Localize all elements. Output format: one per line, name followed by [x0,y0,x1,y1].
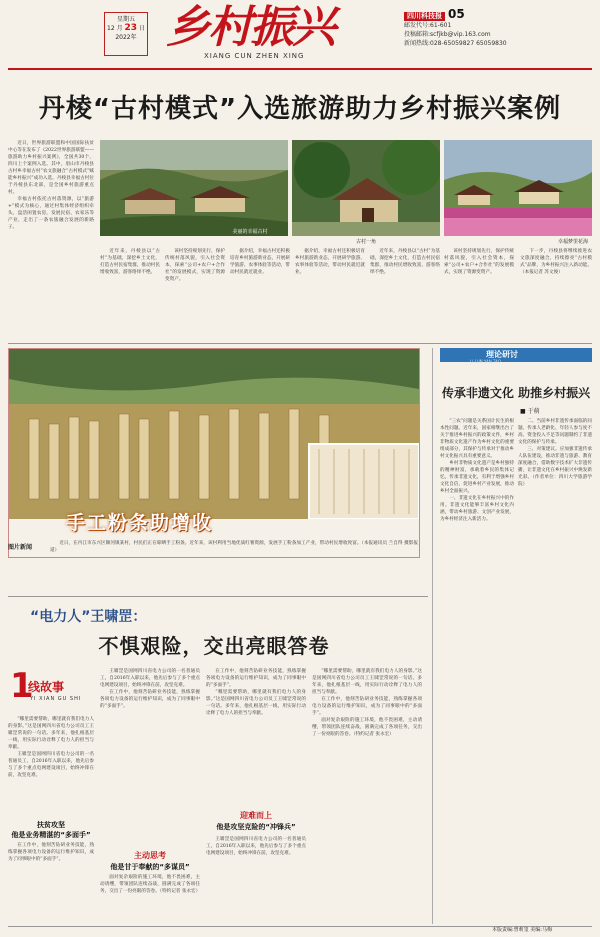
masthead [8,4,592,66]
theory-section-label: 理论研讨 [486,350,518,359]
story2-title: 不惧艰险，交出亮眼答卷 [98,634,330,658]
column-logo-number: 1 [10,666,34,706]
date-year: 2022年 [115,34,137,41]
date-month: 12 [107,25,115,32]
story2-column-1b: 在工作中，他刻苦钻研业务技能，熟练掌握各项电力设备的运行维护知识，成为了同事眼中的“多面手”。 [8,843,94,862]
article-column-3: 据介绍，幸福古村还积极培育乡村旅游新业态，开展研学旅游、农事体验等活动，带动村民就近就业。 [230,249,290,275]
section-divider-2 [8,596,428,597]
paper-logo: 四川科技报 [404,12,445,21]
column-rule [432,348,433,924]
paper-info [404,7,507,48]
article-column-5: 近年来，丹棱县以“古村”为基础，深挖乡土文化，打造古村民宿集群，推动村民增收致富，游客络绎不绝。 [370,249,440,275]
story2-column-3b: 王啸罡是国网四川省电力公司的一名普通员工，自2016年入职以来，他先后参与了多个重点电网建设项目，始终冲锋在前，攻坚克难。 [206,837,306,856]
lead-paragraph-2: 幸福古村依托古村落资源，以“旅游+”模式为核心，通过村集体经济组织牵头，盘活闲置农房，发展民宿、农家乐等产业，走出了一条农旅融合发展的新路子。 [8,197,94,230]
article-column-7: 下一步，丹棱县将继续推进农文旅深度融合，持续擦亮“古村模式”品牌，为乡村振兴注入新动能。（本报记者 苏文俊） [520,249,592,275]
page-editor-credit: 本版责编:曾莉玺 美编:马梅 [492,927,552,933]
picture-news-tag: 图片新闻 [8,544,33,551]
photo-1-caption: 美丽的幸福古村 [232,229,268,235]
column-logo-text: 线故事 [28,680,65,694]
story2-column-2b: 面对复杂艰险的施工环境，他不畏困难，主动请缨，带领团队连续奋战，圆满完成了各项任务，交出了一份亮眼的答卷。（特约记者 张永宏） [100,875,200,894]
section-divider-1 [8,343,592,344]
lead-article-text [8,140,94,340]
theory-column-2: 二、当前乡村非遗传承面临的问题。传承人老龄化、年轻人参与度不高、资金投入不足等问题制约了非遗文化的保护与传承。 三、对策建议。应加强非遗传承人队伍建设，推动非遗与旅游、教育深度融合，借助数字技术扩大非遗传播，让非遗文化在乡村振兴中焕发新光彩。（作者单位：四川大学旅游学院） [518,419,592,487]
theory-column-1: “三农”问题是关系国计民生的根本性问题。近年来，国家相继出台了关于推进乡村振兴的政策文件，乡村非物质文化遗产作为乡村文化的重要组成部分，其保护与传承对于推动乡村文化振兴具有重要意义。 乡村非物质文化遗产是乡村独特的精神财富，承载着乡民的集体记忆。传承非遗文化，有利于增强乡村文化自信，促进乡村产业发展，推动乡村全面振兴。 一、非遗文化在乡村振兴中的作用。非遗文化能够丰富乡村文化内涵，带动乡村旅游、文创产业发展，为乡村经济注入新活力。 [440,419,514,522]
column-logo [10,668,90,712]
theory-author: ■ 于萌 [520,408,540,415]
column-logo-pinyin: YI XIAN GU SHI [30,696,82,702]
feature-title: 手工粉条助增收 [66,512,214,534]
story2-subhead-1a: 扶贫攻坚 [37,821,65,829]
date-day: 23 [124,23,138,33]
village-photo-2 [292,140,440,236]
submission-email: 投稿邮箱:scfjkb@vip.163.com [404,31,491,38]
theory-section-pinyin: LI LUN YAN TAO [470,359,501,364]
story2-column-2: 王啸罡是国网四川省电力公司的一名普通员工，自2016年入职以来，他先后参与了多个重点电网建设项目，始终冲锋在前，攻坚克难。 在工作中，他刻苦钻研业务技能，熟练掌握各项电力设备的运行维护知识，成为了同事眼中的“多面手”。 [100,669,200,709]
weekday: 星期五 [116,16,135,23]
date-box: 星期五 12 月 23 日 2022年 [104,12,148,56]
story2-column-1: “哪里需要帮助，哪里就有我们电力人的身影。”这是国网四川省电力公司员工王啸罡常说的一句话。多年来，他扎根基层一线，用实际行动诠释了电力人的担当与奉献。 王啸罡是国网四川省电力公司的一名普通员工，自2016年入职以来，他先后参与了多个重点电网建设项目，始终冲锋在前，攻坚克难。 [8,717,94,778]
story2-subhead-2b: 他是甘于奉献的“多谋员” [110,863,190,871]
section-brand-pinyin: XIANG CUN ZHEN XING [204,52,305,60]
story2-subhead-3b: 他是攻坚克险的“冲锋兵” [216,823,296,831]
feature-caption: 近日，在内江市东兴区顺河镇某村，村民们正在晾晒手工粉条。近年来，该村利用当地优质红薯资源，发展手工粉条加工产业，带动村民增收致富。（本报通讯员 兰自得 摄影报道） [50,541,418,553]
postcode: 邮发代号:61-601 [404,22,452,29]
village-photo-1 [100,140,288,236]
story2-column-3: 在工作中，他刻苦钻研业务技能，熟练掌握各项电力设备的运行维护知识，成为了同事眼中的“多面手”。 “哪里需要帮助，哪里就有我们电力人的身影。”这是国网四川省电力公司员工王啸罡常说的一句话。多年来，他扎根基层一线，用实际行动诠释了电力人的担当与奉献。 [206,669,306,716]
article-column-2: 该村坚持规划先行，保护传统村落风貌，引入社会资本，探索“公司+农户+合作社”的发展模式，实现了资源变资产。 [165,249,225,282]
section-brand-title: 乡村振兴 [166,2,334,53]
story2-subhead-3a: 迎难而上 [240,811,272,820]
photo-3-caption: 幸福梦里花海 [557,239,588,245]
article-column-6: 该村坚持规划先行，保护传统村落风貌，引入社会资本，探索“公司+农户+合作社”的发展模式，实现了资源变资产。 [444,249,514,275]
village-photo-3 [444,140,592,236]
theory-headline: 传承非遗文化 助推乡村振兴 [441,386,591,400]
main-headline: 丹棱“古村模式”入选旅游助力乡村振兴案例 [38,94,562,124]
lead-paragraph: 近日，世界旅游联盟和中国国际扶贫中心等在发布了《2022世界旅游联盟——旅游助力乡村振兴案例》，全国共30个，四川上个案例入选。其中，眉山市丹棱县古村乡幸福古村“农文旅融合”古村模式“赋能乡村振兴”成功入选。丹棱县幸福古村位于丹棱县东北部，是全国乡村旅游重点村。 [8,141,94,195]
story2-subhead-2a: 主动思考 [134,851,166,860]
article-column-4: 据介绍，幸福古村还积极培育乡村旅游新业态，开展研学旅游、农事体验等活动，带动村民就近就业。 [295,249,365,275]
story2-column-4: “哪里需要帮助，哪里就有我们电力人的身影。”这是国网四川省电力公司员工王啸罡常说的一句话。多年来，他扎根基层一线，用实际行动诠释了电力人的担当与奉献。 在工作中，他刻苦钻研业务技能，熟练掌握各项电力设备的运行维护知识，成为了同事眼中的“多面手”。 面对复杂艰险的施工环境，他不畏困难，主动请缨，带领团队连续奋战，圆满完成了各项任务，交出了一份亮眼的答卷。（特约记者 张永宏） [312,669,422,737]
news-hotline: 新闻热线:028-65059827 65059830 [404,40,507,47]
photo-2-caption: 古村一角 [355,239,376,245]
page-number: 05 [448,7,465,21]
story2-subhead-1b: 他是业务精湛的“多面手” [11,831,91,839]
masthead-rule [8,68,592,70]
story2-kicker: “电力人”王啸罡： [30,609,147,625]
article-column-1: 近年来，丹棱县以“古村”为基础，深挖乡土文化，打造古村民宿集群，推动村民增收致富，游客络绎不绝。 [100,249,160,275]
